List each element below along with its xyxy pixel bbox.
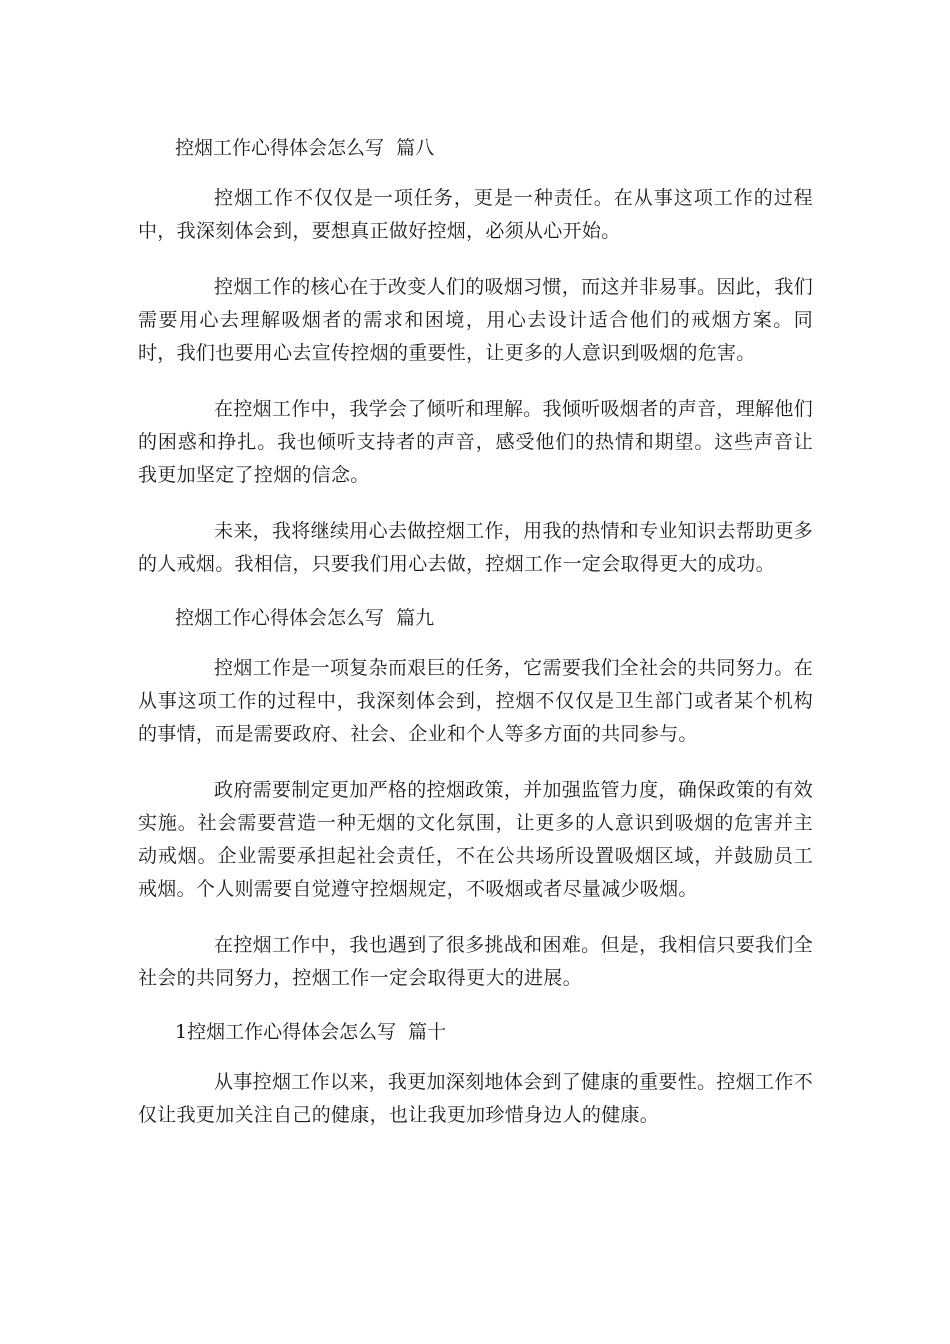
- paragraph: 控烟工作的核心在于改变人们的吸烟习惯，而这并非易事。因此，我们需要用心去理解吸烟者的需求和困境，用心去设计适合他们的戒烟方案。同时，我们也要用心去宣传控烟的重要性，让更多的人意识到吸烟的危害。: [138, 276, 813, 364]
- section-heading: 控烟工作心得体会怎么写 篇八: [175, 137, 435, 159]
- document-page: [138, 122, 813, 1155]
- paragraph: 从事控烟工作以来，我更加深刻地体会到了健康的重要性。控烟工作不仅让我更加关注自己的健康，也让我更加珍惜身边人的健康。: [138, 1071, 813, 1126]
- paragraph: 在控烟工作中，我也遇到了很多挑战和困难。但是，我相信只要我们全社会的共同努力，控烟工作一定会取得更大的进展。: [138, 934, 813, 989]
- paragraph: 在控烟工作中，我学会了倾听和理解。我倾听吸烟者的声音，理解他们的困惑和挣扎。我也倾听支持者的声音，感受他们的热情和期望。这些声音让我更加坚定了控烟的信念。: [138, 398, 813, 486]
- section-heading: 1控烟工作心得体会怎么写 篇十: [175, 1021, 447, 1043]
- paragraph: 未来，我将继续用心去做控烟工作，用我的热情和专业知识去帮助更多的人戒烟。我相信，只要我们用心去做，控烟工作一定会取得更大的成功。: [138, 520, 813, 575]
- paragraph: 控烟工作不仅仅是一项任务，更是一种责任。在从事这项工作的过程中，我深刻体会到，要想真正做好控烟，必须从心开始。: [138, 187, 813, 242]
- section-heading: 控烟工作心得体会怎么写 篇九: [175, 607, 435, 629]
- paragraph: 控烟工作是一项复杂而艰巨的任务，它需要我们全社会的共同努力。在从事这项工作的过程中，我深刻体会到，控烟不仅仅是卫生部门或者某个机构的事情，而是需要政府、社会、企业和个人等多方面的共同参与。: [138, 657, 813, 745]
- paragraph: 政府需要制定更加严格的控烟政策，并加强监管力度，确保政策的有效实施。社会需要营造一种无烟的文化氛围，让更多的人意识到吸烟的危害并主动戒烟。企业需要承担起社会责任，不在公共场所设置吸烟区域，并鼓励员工戒烟。个人则需要自觉遵守控烟规定，不吸烟或者尽量减少吸烟。: [138, 779, 813, 900]
